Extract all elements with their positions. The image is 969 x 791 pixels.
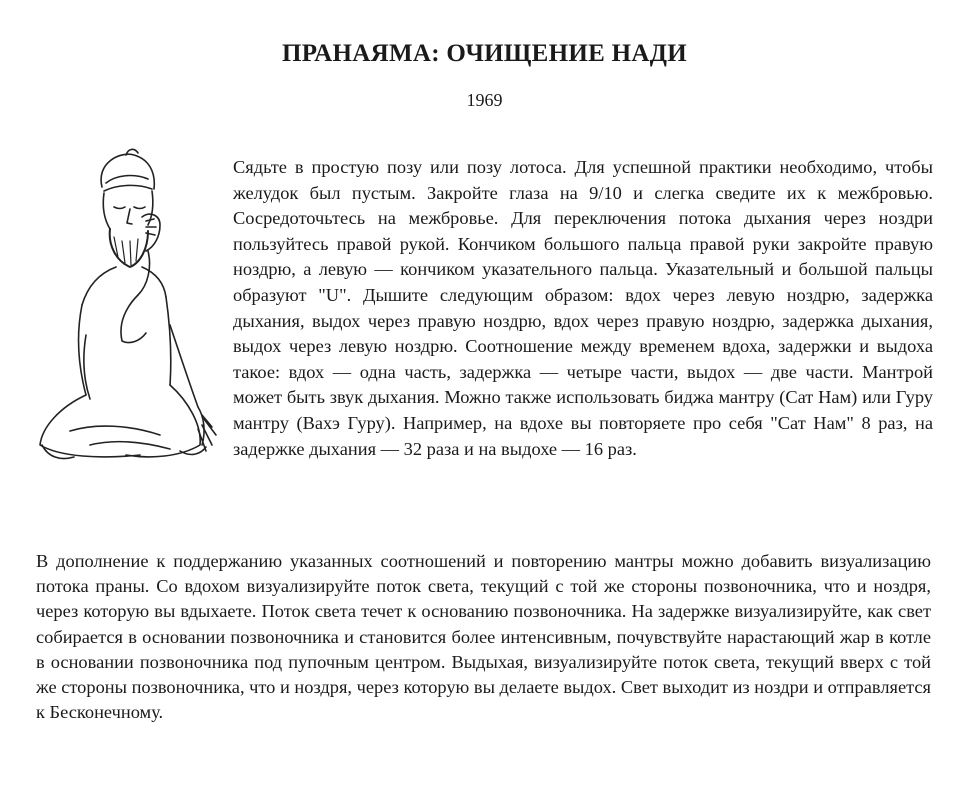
visualization-paragraph: В дополнение к поддержанию указанных соотношений и повторению мантры можно добавить визуализацию потока праны. Со вдохом визуализируйте поток света, текущий с той же стороны позвоночника, что и ноздря, через которую вы вдыхаете. Поток света течет к основанию позвоночника. На задержке визуализируйте, как свет собирается в основании позвоночника и становится более интенсивным, почувствуйте нарастающий жар в котле в основании позвоночника под пупочным центром. Выдыхая, визуализируйте поток света, текущий вверх с той же стороны позвоночника, что и ноздря, через которую вы делаете выдох. Свет выходит из ноздри и отправляется к Бесконечному. [36,551,931,723]
meditating-figure-icon [30,145,225,490]
page-title: ПРАНАЯМА: ОЧИЩЕНИЕ НАДИ [282,40,687,67]
intro-paragraph: Сядьте в простую позу или позу лотоса. Для успешной практики необходимо, чтобы желудок был пустым. Закройте глаза на 9/10 и слегка сведите их к межбровью. Сосредоточьтесь на межбровье. Для переключения потока дыхания через ноздри пользуйтесь правой рукой. Кончиком большого пальца правой руки закройте правую ноздрю, а левую — кончиком указательного пальца. Указательный и большой пальцы образуют "U". Дышите следующим образом: вдох через левую ноздрю, задержка дыхания, выдох через правую ноздрю, вдох через правую ноздрю, задержка дыхания, выдох через левую ноздрю. Соотношение между временем вдоха, задержки и выдоха такое: вдох — одна часть, задержка — четыре части, выдох — две части. Мантрой может быть звук дыхания. Можно также использовать биджа мантру (Сат Нам) или Гуру мантру (Вахэ Гуру). Например, на вдохе вы повторяете про себя "Сат Нам" 8 раз, на задержке дыхания — 32 раза и на выдохе — 16 раз. [233,157,933,459]
page-year: 1969 [466,90,503,110]
